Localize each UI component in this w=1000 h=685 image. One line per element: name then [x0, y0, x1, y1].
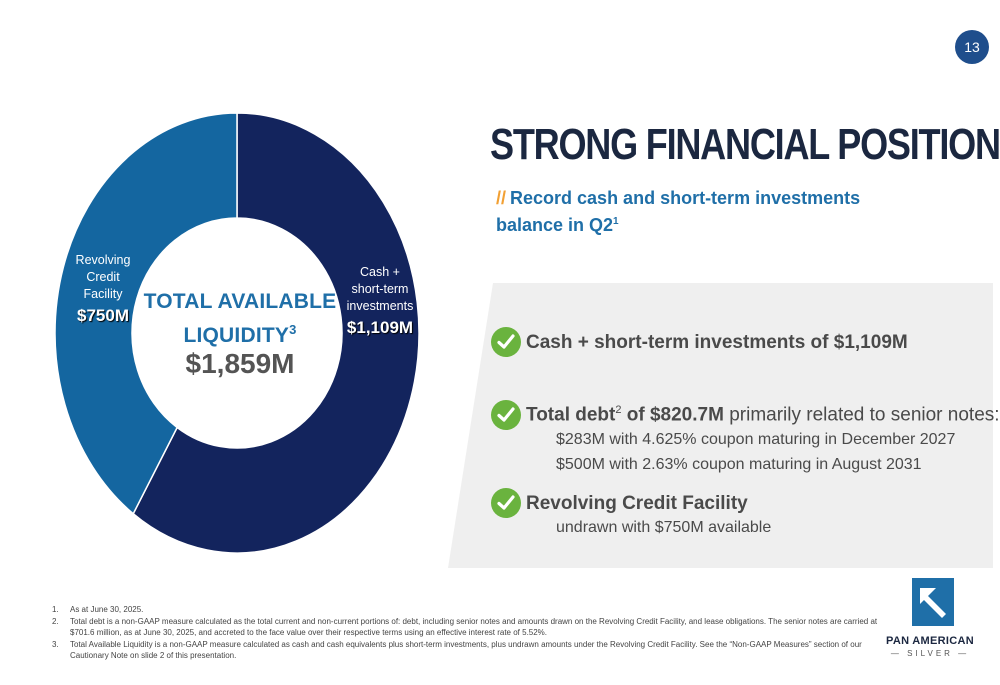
bullet-cash	[526, 332, 908, 354]
logo-line-2: — SILVER —	[890, 649, 970, 658]
footnote-text: Total Available Liquidity is a non-GAAP measure calculated as cash and cash equivalents plus short-term investments, plus undrawn amounts under the Revolving Credit Facility. See the “Non-GAAP Measures” section of our Cautionary Note on slide 2 of this presentation.	[70, 639, 862, 660]
footnotes	[52, 604, 892, 662]
page-number-badge: 13	[955, 30, 989, 64]
revolver-availability: undrawn with $750M available	[556, 519, 772, 536]
checkmark-icon	[491, 327, 521, 357]
footnote-text: Total debt is a non-GAAP measure calculated as the total current and non-current portions of: debt, including senior notes and amounts drawn on the Revolving Credit Facility, and lease obligations. The senior notes are carried at $701.6 million, as at June 30, 2025, and accreted to the face value over their respective terms using an effective interest rate of 5.52%.	[70, 616, 878, 637]
slice-label-line: Cash +	[360, 265, 400, 279]
slice-label-revolver	[58, 252, 148, 324]
slice-label-line: investments	[346, 299, 414, 313]
subtitle-slash-accent: //	[496, 188, 507, 208]
center-title-text: TOTAL AVAILABLE LIQUIDITY	[143, 290, 337, 347]
bullet-debt-amount: of $820.7M	[621, 404, 724, 426]
slice-label-cash	[335, 264, 425, 336]
footnote	[52, 616, 892, 639]
donut-center-value: $1,859M	[185, 348, 295, 379]
footnote	[52, 639, 892, 662]
checkmark-icon	[491, 400, 521, 430]
footnote-number: 1.	[52, 605, 59, 614]
bullet-debt-rest: primarily related to senior notes:	[723, 404, 1000, 426]
footnote-number: 2.	[52, 616, 59, 626]
bullet-cash-text: Cash + short-term investments of $1,109M	[526, 332, 908, 353]
donut-center-title	[140, 288, 340, 350]
slice-value-revolver: $750M	[77, 306, 129, 325]
bullet-revolver-text: Revolving Credit Facility	[526, 493, 748, 514]
bullet-revolver	[526, 493, 748, 515]
bullet-debt-footnote: 2	[615, 404, 622, 416]
slice-label-line: short-term	[351, 282, 409, 296]
footnote	[52, 604, 892, 616]
pan-american-logo-wordmark	[880, 635, 980, 658]
slice-label-line: Facility	[83, 287, 123, 301]
footnote-text: As at June 30, 2025.	[70, 605, 144, 614]
bullet-debt-label: Total debt	[526, 404, 616, 426]
center-title-footnote: 3	[289, 322, 297, 337]
subtitle-text: Record cash and short-term investments balance in Q2	[496, 188, 861, 235]
senior-note-2031: $500M with 2.63% coupon maturing in August 2031	[556, 456, 922, 473]
slice-label-line: Revolving	[75, 253, 131, 267]
subtitle-footnote: 1	[613, 216, 619, 227]
footnote-number: 3.	[52, 639, 59, 649]
senior-note-2027: $283M with 4.625% coupon maturing in December 2027	[556, 431, 956, 448]
logo-line-1: PAN AMERICAN	[886, 635, 974, 647]
slice-value-cash: $1,109M	[346, 318, 414, 337]
pan-american-logo-icon	[912, 578, 954, 626]
bullet-total-debt	[526, 404, 1000, 426]
checkmark-icon	[491, 488, 521, 518]
slide-title: STRONG FINANCIAL POSITION	[490, 120, 1000, 169]
slide-subtitle	[496, 186, 916, 237]
slice-label-line: Credit	[86, 270, 120, 284]
